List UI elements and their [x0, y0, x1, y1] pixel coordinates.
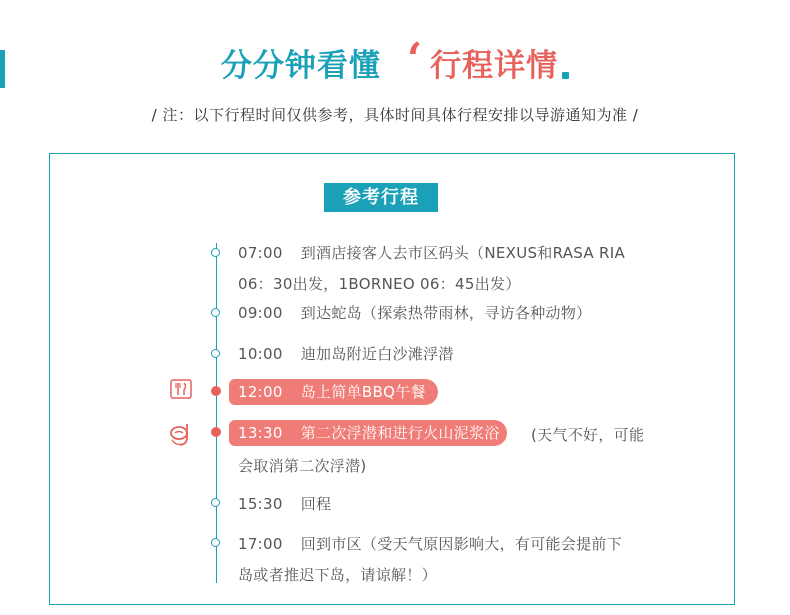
entry-continuation: 岛或者推迟下岛，请谅解！）	[238, 566, 437, 584]
timeline-line	[216, 243, 217, 583]
timeline-entry-1530	[238, 493, 331, 514]
entry-text: 第二次浮潜和进行火山泥浆浴	[300, 424, 500, 442]
entry-time: 10:00	[238, 345, 283, 363]
entry-time: 17:00	[238, 535, 283, 553]
timeline-entry-0900	[238, 302, 591, 323]
entry-text: 回程	[300, 495, 332, 513]
timeline-node	[211, 538, 220, 547]
timeline-node	[211, 248, 220, 257]
title-part-2: 行程详情	[430, 48, 559, 84]
quote-mark: ‘	[406, 34, 423, 85]
entry-time: 13:30	[238, 424, 283, 442]
entry-time: 12:00	[238, 383, 283, 401]
page-title	[0, 34, 790, 85]
entry-time: 15:30	[238, 495, 283, 513]
fork-knife-icon	[170, 379, 192, 403]
timeline-node-highlight	[211, 427, 221, 437]
timeline-node	[211, 308, 220, 317]
disclaimer-note: / 注：以下行程时间仅供参考，具体时间具体行程安排以导游通知为准 /	[151, 106, 639, 124]
entry-time: 07:00	[238, 244, 283, 262]
entry-time: 09:00	[238, 304, 283, 322]
snorkel-mask-icon	[168, 420, 192, 452]
timeline-entry-1000	[238, 343, 454, 364]
timeline-node-highlight	[211, 386, 221, 396]
timeline-entry-0700	[238, 242, 625, 263]
timeline-node	[211, 349, 220, 358]
card-label: 参考行程	[324, 183, 438, 212]
title-part-1: 分分钟看懂	[220, 48, 381, 84]
highlight-entry-1200	[229, 379, 438, 405]
entry-text: 回到市区（受天气原因影响大，有可能会提前下	[300, 535, 623, 553]
entry-text: 迪加岛附近白沙滩浮潜	[300, 345, 454, 363]
entry-text: 岛上简单BBQ午餐	[300, 383, 426, 401]
entry-text: 到达蛇岛（探索热带雨林，寻访各种动物）	[300, 304, 592, 322]
timeline-node	[211, 498, 220, 507]
entry-continuation: 06：30出发，1BORNEO 06：45出发）	[238, 275, 521, 293]
entry-text: 到酒店接客人去市区码头（NEXUS和RASA RIA	[300, 244, 626, 262]
entry-note: (天气不好，可能	[531, 426, 645, 444]
timeline-entry-1700	[238, 533, 622, 554]
highlight-entry-1330	[229, 420, 507, 446]
entry-continuation: 会取消第二次浮潜)	[238, 457, 367, 475]
title-dot	[562, 72, 569, 79]
